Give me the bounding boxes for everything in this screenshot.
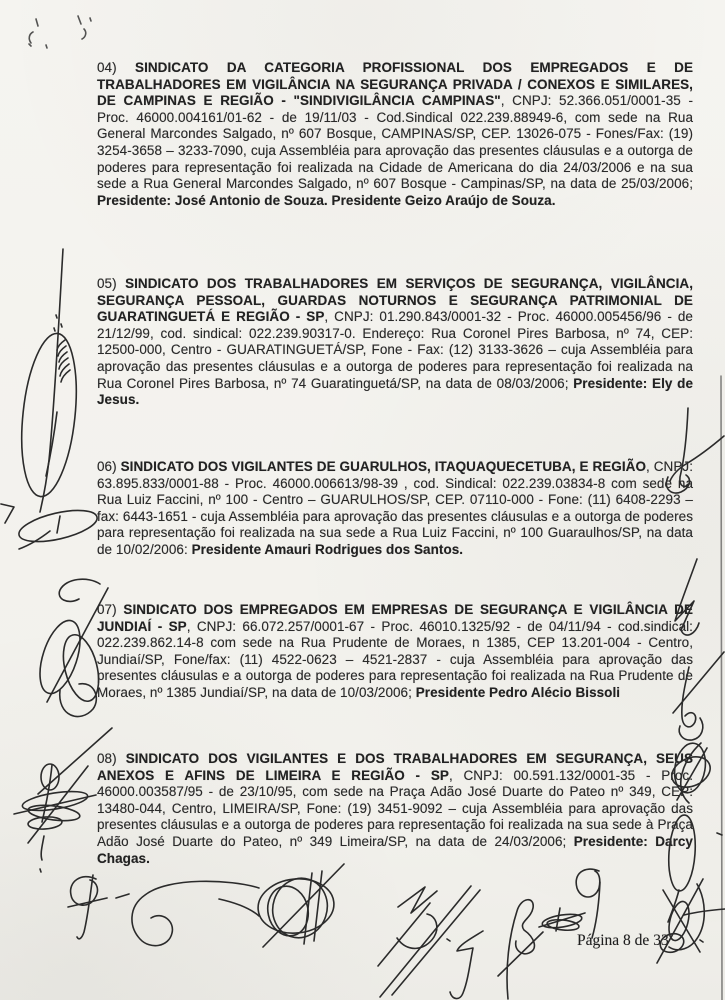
- scan-edge-line-icon: [721, 376, 722, 1000]
- union-details: , CNPJ: 01.290.843/0001-32 - Proc. 46000.005456/96 - de 21/12/99, cod. sindical: 022.239.90317-0. Endereço: Rua Coronel Pires Barbosa, nº 74, CEP: 12500-000, Centro - GUARATINGUETÁ/SP, Fone - Fax: (12) 3133-3626 – cuja Assembléia para aprovação das presentes cláusulas e a outorga de poderes para representação foi realizada na Rua Coronel Pires Barbosa, nº 74 Guaratinguetá/SP, na data de 08/03/2006;: [97, 309, 693, 391]
- right-margin-x-mark-2-icon: [675, 559, 699, 635]
- right-margin-scribble-over-page-number-icon: [657, 833, 725, 963]
- right-margin-x-mark-3-icon: [673, 652, 724, 740]
- entry-number: 08): [97, 751, 126, 766]
- union-president: Presidente: José Antonio de Souza. Presidente Geizo Araújo de Souza.: [97, 192, 556, 208]
- left-margin-flourish-icon: [32, 579, 108, 716]
- union-name: SINDICATO DOS VIGILANTES DE GUARULHOS, ITAQUAQUECETUBA, E REGIÃO: [120, 459, 647, 474]
- union-president: Presidente: Ely de Jesus.: [97, 375, 694, 408]
- union-details: , CNPJ: 00.591.132/0001-35 - Proc. 46000.003587/95 - de 23/10/95, com sede na Praça Adão José Duarte do Pateo nº 349, CEP: 13480-044, Centro, LIMEIRA/SP, Fone: (19) 3451-9092 – cuja Assembléia para aprovação das presentes cláusulas e a outorga de poderes para representação foi realizada na sua sede à Praça Adão José Duarte do Pateo, nº 349 Limeira/SP, na data de 24/03/2006;: [97, 767, 694, 849]
- union-details: , CNPJ: 52.366.051/0001-35 - Proc. 46000.004161/01-62 - de 19/11/03 - Cod.Sindical 022.239.88949-6, com sede na Rua General Marcondes Salgado, nº 607 Bosque, CAMPINAS/SP, CEP. 13026-075 - Fones/Fax: (19) 3254-3658 – 3233-7090, cuja Assembléia para aprovação das presentes cláusulas e a outorga de poderes para representação foi realizada na Cidade de Americana do dia 24/03/2006 e na sua sede a Rua General Marcondes Salgado, nº 607 Bosque - Campinas/SP, na data de 25/03/2006;: [97, 93, 693, 192]
- top-left-ink-specks-icon: [29, 16, 91, 48]
- union-name: SINDICATO DOS TRABALHADORES EM SERVIÇOS DE SEGURANÇA, VIGILÂNCIA, SEGURANÇA PESSOAL, GUARDAS NOTURNOS E SEGURANÇA PATRIMONIAL DE GUARATINGUETÁ E REGIÃO - SP: [97, 276, 693, 325]
- entry-number: 07): [97, 602, 124, 617]
- left-margin-scribble-icon: [14, 728, 112, 872]
- union-president: Presidente Pedro Alécio Bissoli: [415, 684, 621, 700]
- page-number: Página 8 de 33: [577, 932, 669, 949]
- right-margin-x-mark-1-icon: [666, 408, 724, 493]
- union-president: Presidente Amauri Rodrigues dos Santos.: [191, 541, 464, 557]
- union-name: SINDICATO DOS EMPREGADOS EM EMPRESAS DE SEGURANÇA E VIGILÂNCIA DE JUNDIAÍ - SP: [97, 602, 693, 634]
- right-margin-loop-mark-icon: [667, 741, 715, 803]
- left-margin-oval-mark-icon: [16, 504, 100, 549]
- left-margin-signature-icon: [15, 249, 84, 512]
- union-details: , CNPJ: 66.072.257/0001-67 - Proc. 46010.1325/92 - de 04/11/94 - cod.sindical: 022.239.862.14-8 com sede na Rua Prudente de Moraes, n 1385, CEP 13.201-004 - Centro, Jundiaí/SP, Fone/fax: (11) 4522-0623 – 4521-2837 - cuja Assembléia para aprovação das presentes cláusulas e a outorga de poderes para representação foi realizada na Rua Prudente de Moraes, nº 1385 Jundiaí/SP, na data de 10/03/2006;: [97, 618, 693, 700]
- right-margin-oval-mark-icon: [666, 814, 697, 922]
- union-details: , CNPJ: 63.895.833/0001-88 - Proc. 46000.006613/98-39 , cod. Sindical: 022.239.03834-8 com sede na Rua Luiz Faccini, nº 100 - Centro – GUARULHOS/SP, CEP. 07110-000 - Fone: (11) 6408-2293 – fax: 6443-1651 - cuja Assembléia para aprovação das presentes cláusulas e a outorga de poderes para representação foi realizada na sua sede a Rua Luiz Faccini, nº 100 Guaraulhos/SP, na data de 10/02/2006:: [97, 459, 694, 557]
- entry-number: 06): [97, 459, 121, 474]
- entry-number: 04): [97, 60, 136, 75]
- union-president: Presidente: Darcy Chagas.: [97, 833, 693, 866]
- union-name: SINDICATO DA CATEGORIA PROFISSIONAL DOS EMPREGADOS E DE TRABALHADORES EM VIGILÂNCIA NA SEGURANÇA PRIVADA / CONEXOS E SIMILARES, DE CAMPINAS E REGIÃO - "SINDIVIGILÂNCIA CAMPINAS": [97, 60, 693, 109]
- left-margin-seven-mark-icon: [1, 504, 14, 523]
- union-name: SINDICATO DOS VIGILANTES E DOS TRABALHADORES EM SEGURANÇA, SEUS ANEXOS E AFINS DE LIMEIRA E REGIÃO - SP: [97, 751, 693, 783]
- entry-number: 05): [97, 276, 126, 291]
- bottom-signature-marks-icon: [68, 864, 600, 999]
